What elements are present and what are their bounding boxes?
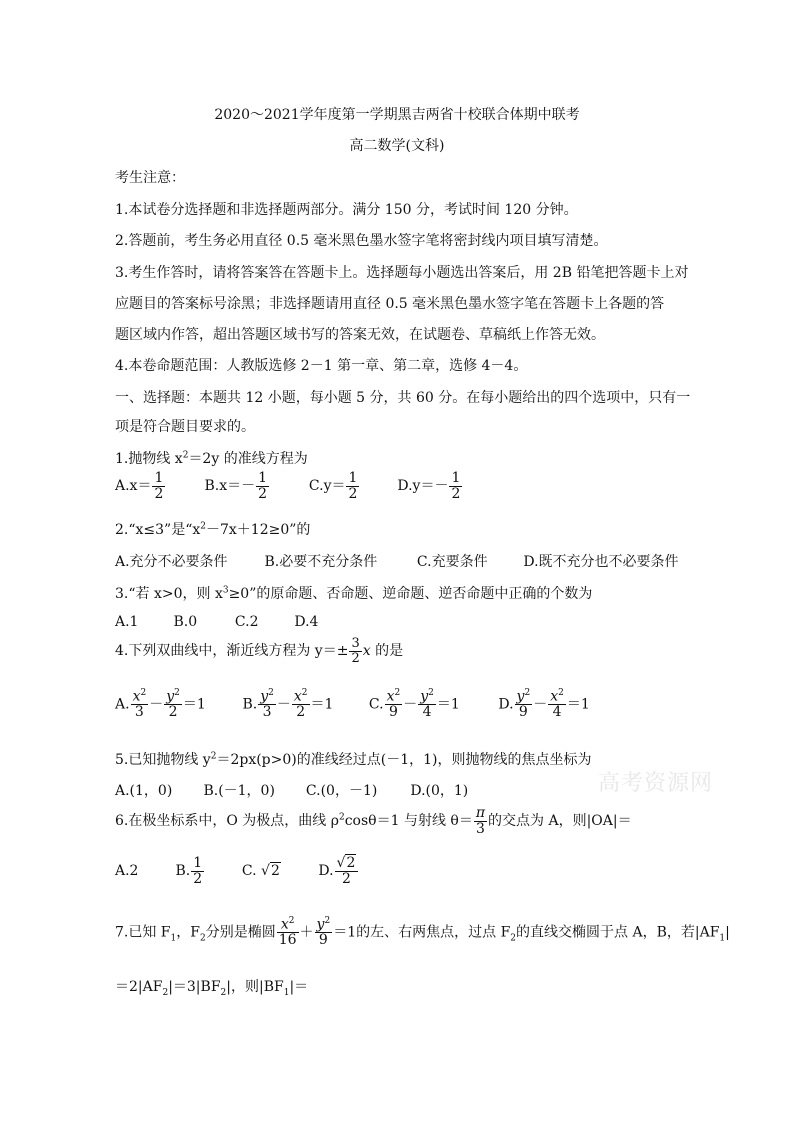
section-heading-cont: 项是符合题目要求的。 — [115, 419, 255, 435]
option-b: B.0 — [173, 614, 198, 630]
option-d: D.y＝－ $\frac{1}{2}$ — [397, 470, 461, 502]
question-3-stem: 3.“若 x>0，则 $x^3\ge 0$”的原命题、否命题、逆命题、逆否命题中正确的个数为 — [115, 585, 593, 602]
question-6-options — [115, 856, 359, 886]
question-6-stem: 6.在极坐标系中，O 为极点，曲线 $\rho^2\cos\theta=1$ 与射线 θ＝ $\frac{\pi}{3}$ 的交点为 A，则|OA|＝ — [115, 805, 632, 837]
notice-item: 1.本试卷分选择题和非选择题两部分。满分 150 分，考试时间 120 分钟。 — [115, 202, 578, 218]
exam-title: 2020～2021学年度第一学期黑吉两省十校联合体期中联考 — [214, 107, 580, 123]
notice-item: 2.答题前，考生务必用直径 0.5 毫米黑色墨水签字笔将密封线内项目填写清楚。 — [115, 233, 608, 249]
question-5-options — [115, 780, 468, 800]
option-d: D. $\frac{y^2}{9}$ － $\frac{x^2}{4}$ ＝1 — [498, 688, 590, 721]
question-3-options — [115, 614, 318, 630]
option-b: B. $\frac{y^2}{3}$ － $\frac{x^2}{2}$ ＝1 — [242, 688, 334, 721]
notice-item: 4.本卷命题范围：人教版选修 2－1 第一章、第二章，选修 4－4。 — [115, 358, 528, 374]
notice-item: 题区域内作答，超出答题区域书写的答案无效，在试题卷、草稿纸上作答无效。 — [115, 327, 605, 343]
option-b: B.必要不充分条件 — [264, 554, 378, 570]
question-7-stem: 7.已知 $F_1$，$F_2$分别是椭圆 $\frac{x^2}{16}$ ＋ $\frac{y^2}{9}$ ＝1的左、右两焦点，过点 $F_2$的直线交椭圆于点 A，B，若$|AF_1|$ — [115, 916, 730, 949]
question-2-options — [115, 551, 679, 571]
notice-heading: 考生注意： — [115, 170, 185, 186]
option-b: B. $\frac{1}{2}$ — [175, 855, 203, 887]
option-c: C.充要条件 — [416, 554, 488, 570]
question-1-options — [115, 471, 463, 501]
option-a: A.x＝ $\frac{1}{2}$ — [115, 470, 164, 502]
option-d: D.既不充分也不必要条件 — [523, 554, 679, 570]
option-a: A.(1，0) — [115, 783, 173, 799]
option-b: B.(－1，0) — [203, 783, 275, 799]
question-4-stem: 4.下列双曲线中，渐近线方程为 y＝± $\frac{3}{2}$ x 的是 — [115, 636, 404, 666]
option-c: C.2 — [234, 614, 259, 630]
option-d: D.4 — [294, 614, 319, 630]
option-d: D. $\frac{√2}{2}$ — [318, 856, 359, 886]
option-b: B.x＝－ $\frac{1}{2}$ — [204, 470, 268, 502]
option-a: A.充分不必要条件 — [115, 554, 228, 570]
option-a: A.1 — [115, 614, 139, 630]
notice-item: 3.考生作答时，请将答案答在答题卡上。选择题每小题选出答案后，用 2B 铅笔把答题卡上对 — [115, 265, 689, 281]
exam-subtitle: 高二数学(文科) — [349, 138, 445, 154]
watermark: 高考资源网 — [598, 771, 714, 796]
option-c: C.y＝ $\frac{1}{2}$ — [308, 470, 358, 502]
notice-item: 应题目的答案标号涂黑；非选择题请用直径 0.5 毫米黑色墨水签字笔在答题卡上各题的答 — [115, 296, 665, 312]
option-d: D.(0，1) — [410, 783, 469, 799]
option-c: C. √2 — [241, 863, 280, 880]
option-a: A. $\frac{x^2}{3}$ － $\frac{y^2}{2}$ ＝1 — [115, 688, 206, 721]
question-2-stem: 2.“x≤3”是“$x^2-7x+12\ge 0$”的 — [115, 521, 311, 538]
question-7-stem-cont: $=2|AF_2|=3|BF_2|$，则$|BF_1|=$ — [115, 979, 309, 998]
question-1-stem: 1.抛物线 $x^2=2y$ 的准线方程为 — [115, 450, 308, 467]
question-4-options — [115, 689, 590, 720]
option-c: C.(0，－1) — [305, 783, 378, 799]
section-heading: 一、选择题：本题共 12 小题，每小题 5 分，共 60 分。在每小题给出的四个选项中，只有一 — [115, 390, 691, 406]
option-a: A.2 — [115, 863, 139, 880]
option-c: C. $\frac{x^2}{9}$ － $\frac{y^2}{4}$ ＝1 — [368, 688, 460, 721]
question-5-stem: 5.已知抛物线 $y^2=2px(p>0)$的准线经过点(－1，1)，则抛物线的焦点坐标为 — [115, 751, 592, 768]
